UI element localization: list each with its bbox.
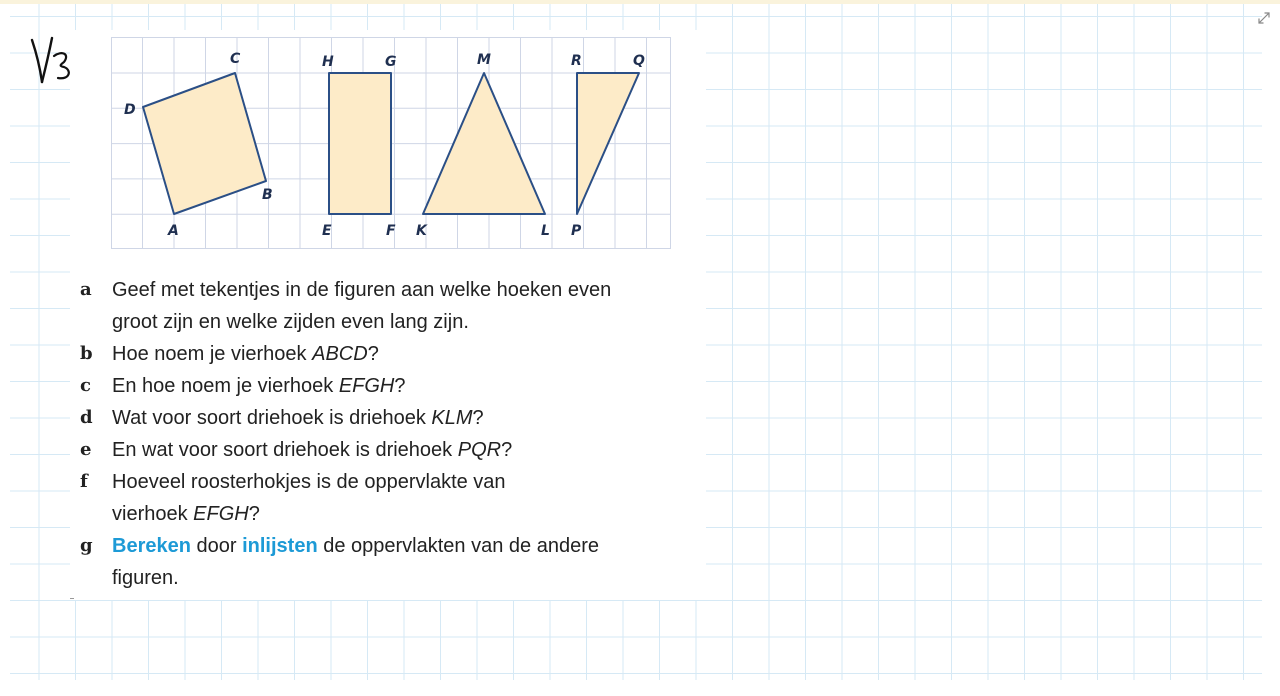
text-segment: Geef met tekentjes in de figuren aan welke hoeken even	[112, 279, 612, 301]
canvas-edge-bottom	[0, 680, 1280, 696]
vertex-label-l: L	[541, 223, 550, 239]
question-row	[80, 562, 680, 594]
expand-icon[interactable]	[1256, 10, 1272, 26]
question-row	[80, 338, 680, 370]
vertex-label-r: R	[571, 53, 582, 69]
text-segment: En hoe noem je vierhoek	[112, 375, 339, 397]
question-text	[112, 434, 512, 466]
handwritten-annotation	[28, 30, 76, 92]
text-segment: ?	[472, 407, 484, 429]
question-row	[80, 530, 680, 562]
canvas-edge-right	[1262, 4, 1280, 696]
question-text	[112, 530, 599, 562]
question-list	[80, 274, 680, 594]
question-letter: b	[80, 343, 93, 364]
text-segment: figuren.	[112, 567, 179, 589]
text-segment: ABCD	[312, 343, 368, 365]
question-row	[80, 274, 680, 306]
question-row	[80, 402, 680, 434]
vertex-label-b: B	[262, 187, 273, 203]
text-segment: ?	[367, 343, 379, 365]
vertex-label-c: C	[230, 51, 241, 67]
text-segment: ?	[394, 375, 406, 397]
vertex-label-d: D	[124, 102, 136, 118]
keyword-text: Bereken	[112, 535, 191, 557]
divider-mark	[70, 598, 74, 599]
text-segment: Hoe noem je vierhoek	[112, 343, 313, 365]
question-text	[112, 306, 469, 338]
question-text	[112, 562, 179, 594]
question-letter: c	[80, 375, 91, 396]
question-row	[80, 498, 680, 530]
vertex-label-h: H	[322, 54, 334, 70]
text-segment: EFGH	[338, 375, 395, 397]
vertex-label-f: F	[386, 223, 396, 239]
vertex-label-a: A	[168, 223, 179, 239]
text-segment: de oppervlakten van de andere	[317, 535, 599, 557]
rectangle-efgh	[329, 73, 391, 214]
vertex-label-q: Q	[633, 53, 645, 69]
text-segment: ?	[248, 503, 260, 525]
question-letter: a	[80, 279, 92, 300]
vertex-label-k: K	[416, 223, 427, 239]
question-letter: d	[80, 407, 93, 428]
question-text	[112, 466, 506, 498]
question-letter: e	[80, 439, 92, 460]
question-row	[80, 306, 680, 338]
question-letter: f	[80, 471, 88, 492]
question-text	[112, 274, 611, 306]
text-segment: door	[190, 535, 243, 557]
square-abcd	[143, 73, 266, 214]
question-row	[80, 466, 680, 498]
question-letter: g	[80, 535, 93, 556]
question-text	[112, 498, 260, 530]
text-segment: KLM	[431, 407, 473, 429]
text-segment: ?	[501, 439, 513, 461]
text-segment: vierhoek	[112, 503, 194, 525]
vertex-label-m: M	[477, 52, 491, 68]
text-segment: En wat voor soort driehoek is driehoek	[112, 439, 458, 461]
question-row	[80, 434, 680, 466]
text-segment: EFGH	[193, 503, 249, 525]
text-segment: PQR	[457, 439, 502, 461]
geometry-figure	[111, 37, 671, 249]
text-segment: Hoeveel roosterhokjes is de oppervlakte van	[112, 471, 506, 493]
question-row	[80, 370, 680, 402]
question-text	[112, 370, 406, 402]
question-text	[112, 338, 379, 370]
vertex-label-p: P	[571, 223, 582, 239]
text-segment: groot zijn en welke zijden even lang zijn.	[112, 311, 469, 333]
keyword-text: inlijsten	[242, 535, 318, 557]
text-segment: Wat voor soort driehoek is driehoek	[112, 407, 432, 429]
question-text	[112, 402, 484, 434]
vertex-label-g: G	[385, 54, 397, 70]
vertex-label-e: E	[322, 223, 332, 239]
